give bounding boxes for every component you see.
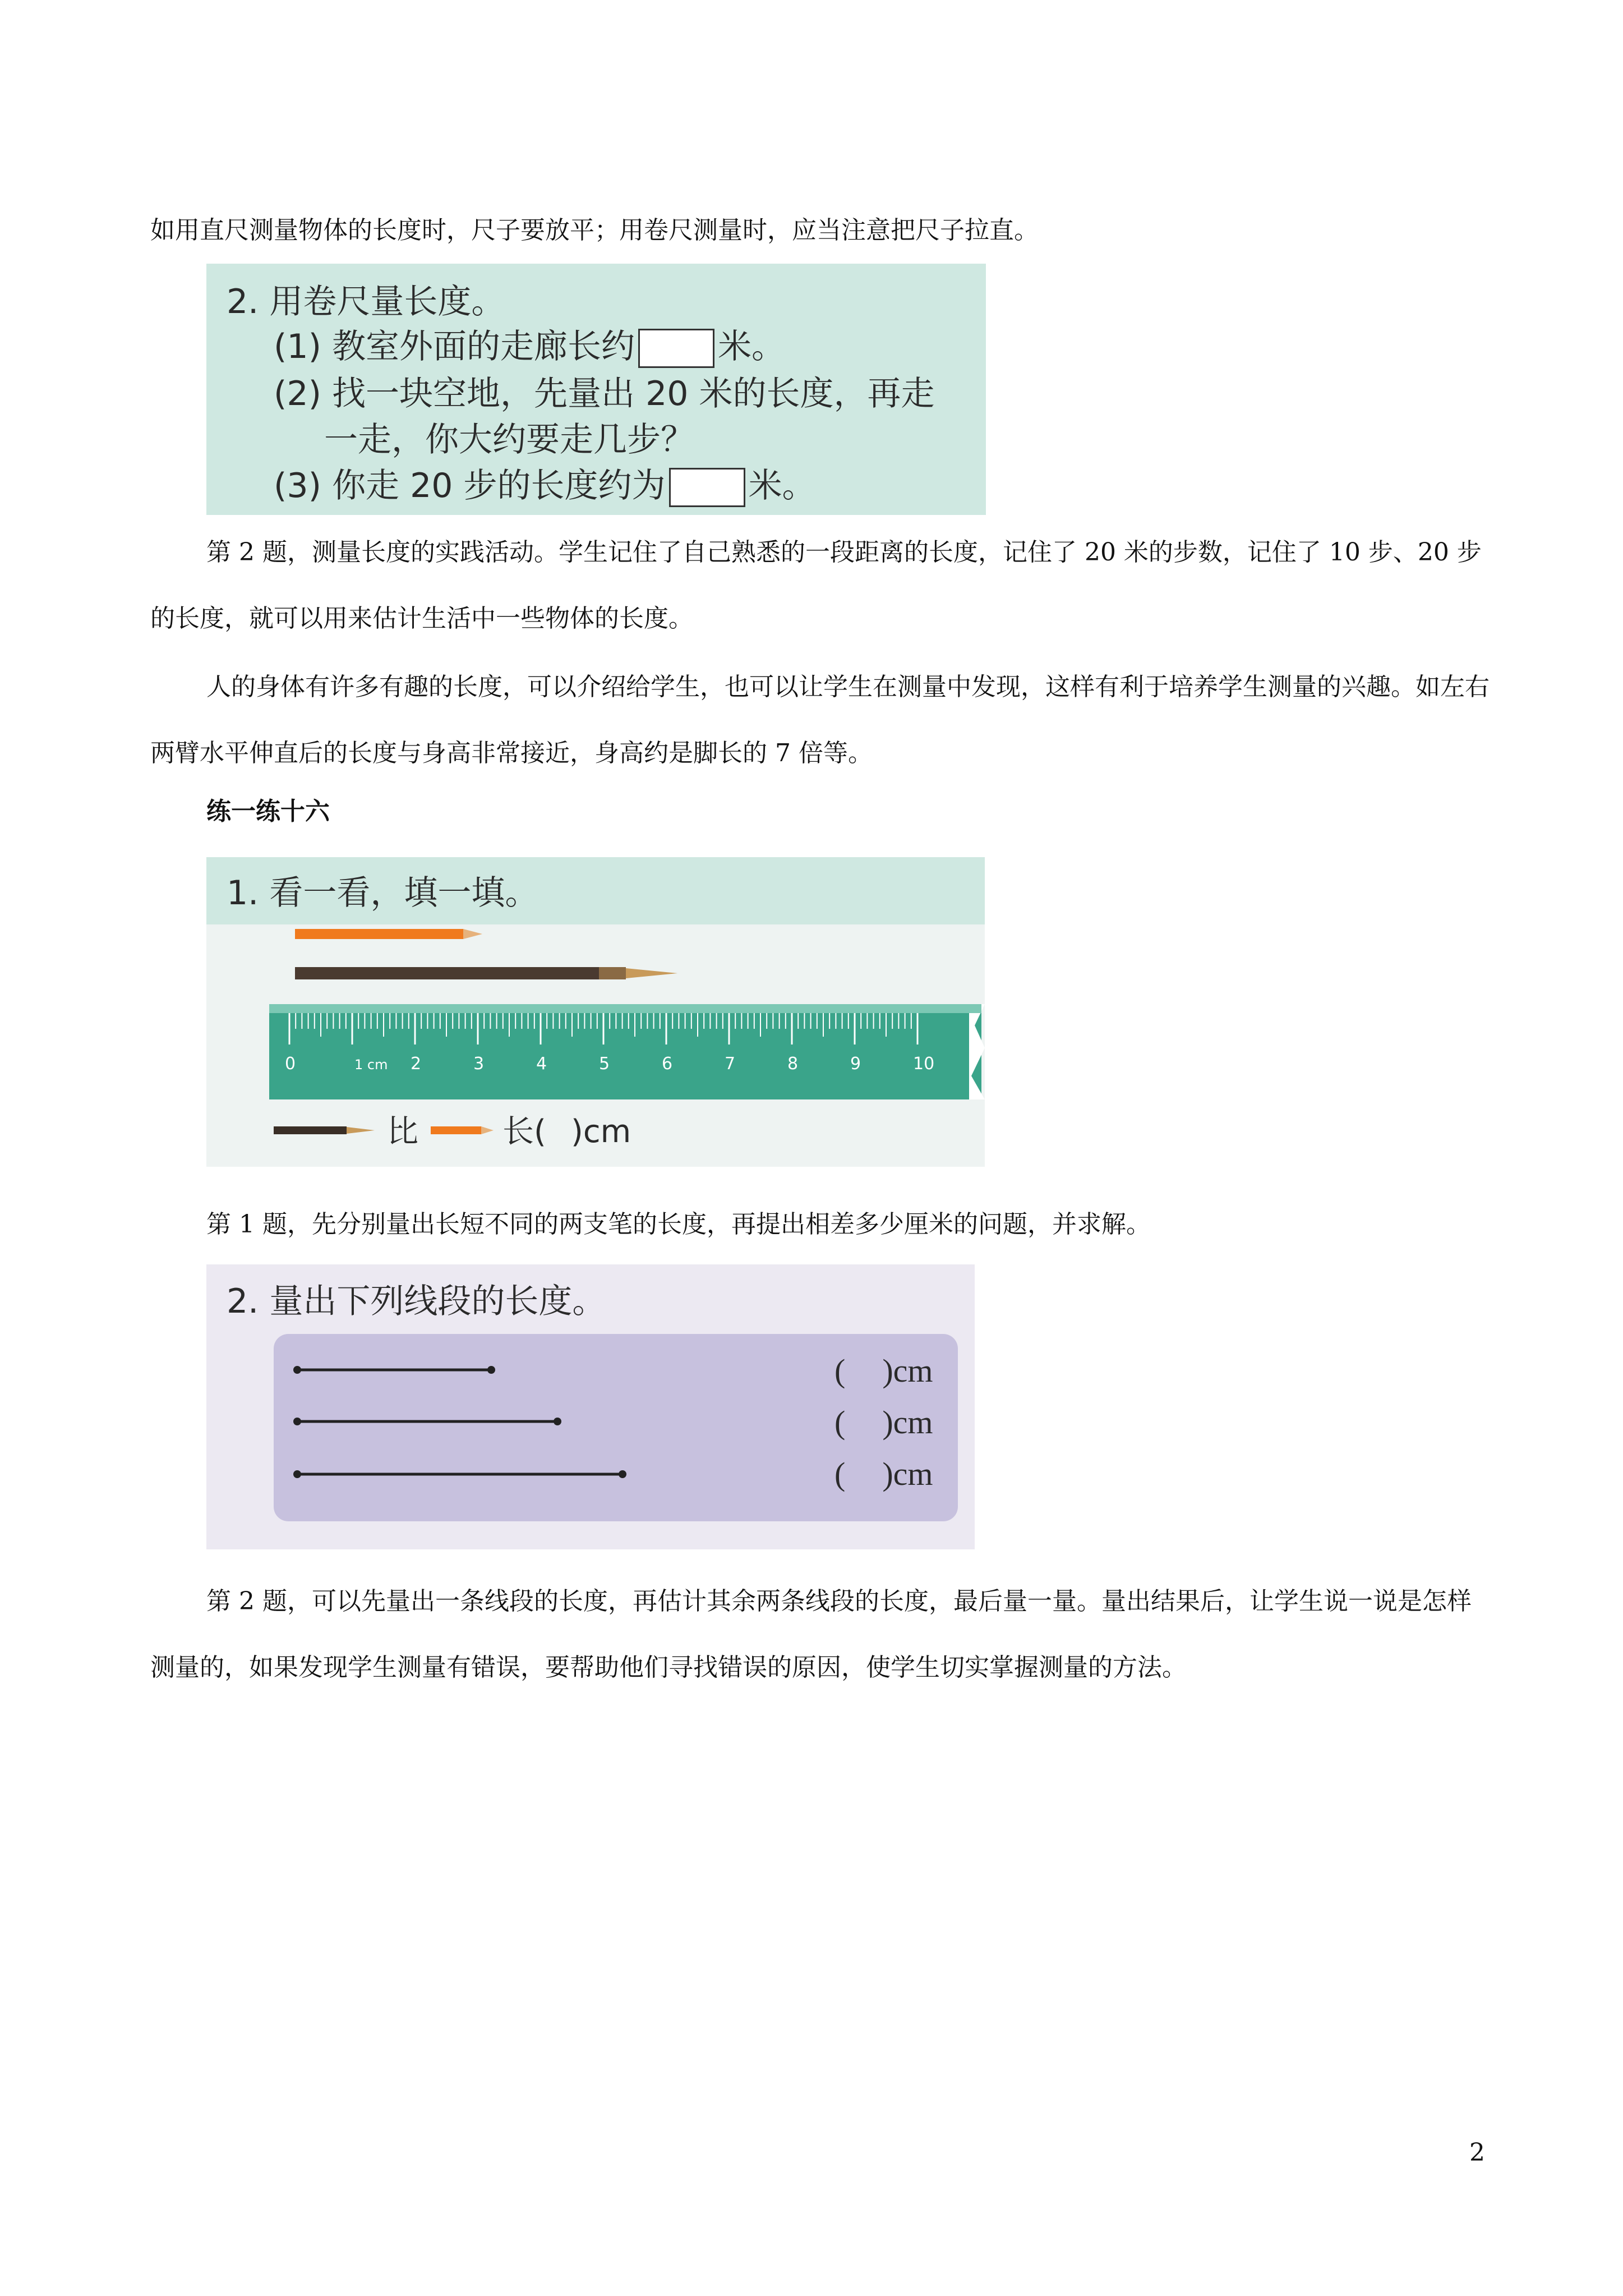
compare-unit: )cm	[571, 1114, 631, 1150]
exercise-item-1	[274, 320, 785, 368]
answer-column	[834, 1345, 933, 1500]
open-paren: (	[834, 1404, 846, 1441]
intro-paragraph: 如用直尺测量物体的长度时，尺子要放平；用卷尺测量时，应当注意把尺子拉直。	[150, 216, 1039, 245]
section-heading: 练一练十六	[206, 797, 330, 826]
answer-row	[834, 1345, 933, 1397]
exercise-image-ruler	[206, 857, 985, 1167]
compare-word-1: 比	[387, 1114, 418, 1150]
item-3-text: (3) 你走 20 步的长度约为	[274, 466, 666, 505]
ruler-label: 9	[850, 1054, 861, 1074]
ruler-label: 1 cm	[354, 1057, 388, 1073]
line-segment-1	[293, 1366, 495, 1374]
ruler-label: 6	[662, 1054, 673, 1074]
explanation-paragraph-4: 第 1 题，先分别量出长短不同的两支笔的长度，再提出相差多少厘米的问题，并求解。	[206, 1210, 1151, 1239]
answer-blank	[669, 468, 745, 507]
segments-panel	[274, 1334, 958, 1521]
item-1-text: (1) 教室外面的走廊长约	[274, 327, 635, 366]
item-1-unit: 米。	[718, 327, 786, 366]
ruler-illustration	[206, 857, 985, 1167]
ruler-label: 7	[725, 1054, 736, 1074]
compare-pen-icon	[274, 1126, 375, 1134]
compare-pencil-icon	[431, 1126, 494, 1134]
ruler-icon	[269, 1004, 985, 1099]
open-paren: (	[834, 1456, 846, 1492]
exercise-title: 1. 看一看，填一填。	[227, 873, 539, 913]
item-3-unit: 米。	[748, 466, 816, 505]
exercise-item-2-line-1: (2) 找一块空地，先量出 20 米的长度，再走	[274, 374, 935, 413]
answer-blank	[638, 329, 714, 368]
ruler-label: 10	[913, 1054, 935, 1074]
ruler-label: 0	[285, 1054, 296, 1074]
exercise-image-line-segments	[206, 1264, 975, 1549]
line-segment-2	[293, 1418, 561, 1425]
page-number: 2	[1469, 2138, 1485, 2167]
line-segment-3	[293, 1470, 626, 1478]
pen-long-icon	[295, 967, 677, 979]
answer-row	[834, 1397, 933, 1448]
ruler-label: 3	[473, 1054, 485, 1074]
ruler-label: 2	[411, 1054, 422, 1074]
explanation-paragraph-5: 第 2 题，可以先量出一条线段的长度，再估计其余两条线段的长度，最后量一量。量出结果后，让学生说一说是怎样测量的，如果发现学生测量有错误，要帮助他们寻找错误的原因，使学生切实掌握测量的方法。	[150, 1587, 1472, 1682]
ruler-label: 4	[536, 1054, 547, 1074]
unit-label: )cm	[882, 1352, 933, 1389]
exercise-title: 2. 量出下列线段的长度。	[227, 1282, 606, 1321]
answer-row	[834, 1448, 933, 1500]
unit-label: )cm	[882, 1456, 933, 1492]
ruler-label: 8	[787, 1054, 799, 1074]
pencil-short-icon	[295, 929, 482, 939]
exercise-image-tape-measure	[206, 264, 986, 515]
explanation-paragraph-2: 第 2 题，测量长度的实践活动。学生记住了自己熟悉的一段距离的长度，记住了 20 米的步数，记住了 10 步、20 步的长度，就可以用来估计生活中一些物体的长度。	[150, 538, 1482, 633]
explanation-paragraph-3: 人的身体有许多有趣的长度，可以介绍给学生，也可以让学生在测量中发现，这样有利于培养学生测量的兴趣。如左右两臂水平伸直后的长度与身高非常接近，身高约是脚长的 7 倍等。	[150, 673, 1490, 767]
ruler-label: 5	[599, 1054, 610, 1074]
unit-label: )cm	[882, 1404, 933, 1441]
exercise-item-2-line-2: 一走，你大约要走几步？	[324, 420, 694, 459]
exercise-title: 2. 用卷尺量长度。	[227, 282, 505, 321]
exercise-item-3	[274, 459, 816, 507]
compare-word-2: 长(	[502, 1114, 546, 1150]
open-paren: (	[834, 1352, 846, 1389]
